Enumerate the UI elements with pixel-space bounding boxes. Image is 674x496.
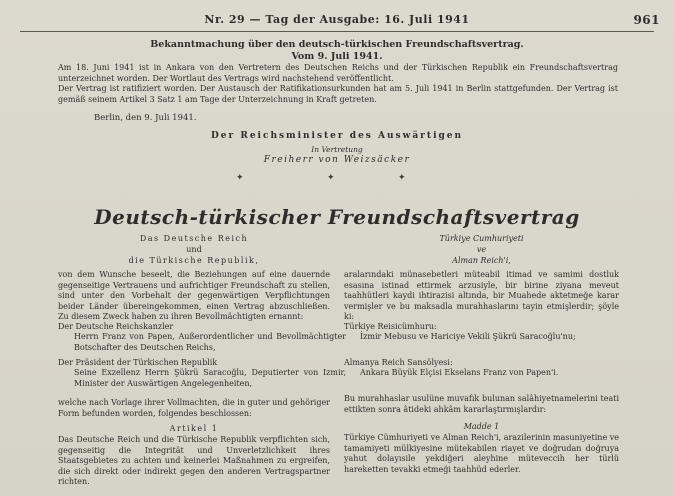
closing-formula: welche nach Vorlage ihrer Vollmachten, die in guter und gehöriger Form befunden worden, folgendes beschlossen:: [58, 398, 331, 418]
plenipotentiary-tr: İzmir Mebusu ve Hariciye Vekili Şükrü Saracoğlu'nu;: [360, 332, 576, 341]
place-date: Berlin, den 9. Juli 1941.: [94, 113, 197, 123]
party-germany: Das Deutsche Reich: [139, 234, 249, 243]
ornament-center: ✦: [327, 173, 335, 183]
party-germany: Alman Reich'i,: [452, 256, 511, 265]
treaty-title: Deutsch-türkischer Freundschaftsvertrag: [94, 205, 580, 229]
on-behalf-note: In Vertretung: [311, 145, 363, 154]
party-turkey: Türkiye Cumhuriyeti: [439, 234, 524, 243]
intro-paragraph-2: Der Vertrag ist ratifiziert worden. Der Austausch der Ratifikationsurkunden hat am 5. Juli 1941 in Berlin stattgefunden. Der Vertrag ist gemäß seinem Artikel 3 Satz 1 am Tage der Unterzeichnung in Kraft getreten.: [58, 84, 618, 104]
plenipotentiary-label-tr: Der Präsident der Türkischen Republik: [58, 358, 218, 367]
gazette-issue-line: Nr. 29 — Tag der Ausgabe: 16. Juli 1941: [204, 13, 470, 26]
page-number: 961: [633, 13, 660, 27]
closing-formula: Bu murahhaslar usulüne muvafık bulunan salâhiyetnamelerini teati ettikten sonra âtideki ahkâm kararlaştırmışlardır:: [344, 394, 619, 414]
plenipotentiary-de: Herrn Franz von Papen, Außerordentlicher und Bevollmächtigter Botschafter des Deutschen Reichs,: [74, 332, 346, 352]
article-1-title: Madde 1: [463, 422, 500, 431]
signatory-name: Freiherr von Weizsäcker: [263, 155, 411, 165]
plenipotentiary-label-de: Almanya Reich Sansölyesi:: [344, 358, 453, 367]
ornament-left: ✦: [236, 173, 244, 183]
page-header: [0, 13, 674, 31]
article-1-text: Das Deutsche Reich und die Türkische Republik verpflichten sich, gegenseitig die Integrität und Unverletzlichkeit ihres Staatsgebietes zu achten und keinerlei Maßnahmen zu ergreifen, die sich direkt oder indirekt gegen den anderen Vertragspartner richten.: [58, 435, 330, 486]
header-rule: [20, 31, 654, 32]
intro-paragraph-1: Am 18. Juni 1941 ist in Ankara von den Vertretern des Deutschen Reichs und der Türkischen Republik ein Freundschaftsvertrag unterzeichnet worden. Der Wortlaut des Vertrags wird nachstehend veröffentlicht.: [58, 63, 618, 83]
party-turkey: die Türkische Republik,: [128, 256, 260, 265]
plenipotentiary-label-de: Der Deutsche Reichskanzler: [58, 322, 174, 331]
signatory-title: Der Reichsminister des Auswärtigen: [210, 131, 464, 141]
announcement-title: Bekanntmachung über den deutsch-türkischen Freundschaftsvertrag.: [150, 39, 524, 50]
plenipotentiary-de: Ankara Büyük Elçisi Ekselans Franz von Papen'i.: [360, 368, 559, 377]
preamble: aralarındaki münasebetleri müteabil itimad ve samimi dostluk esasına istinad ettirmek arzusiyle, bir birine ziyana meveut taahhütleri kaydi ihtirazisi altında, bir Muahede aktetmeğe karar vermişler ve bu maksadla murahhaslarını tayin etmişlerdir; şöyle ki:: [344, 270, 619, 321]
article-1-title: Artikel 1: [169, 424, 219, 433]
preamble: von dem Wunsche beseelt, die Beziehungen auf eine dauernde gegenseitige Vertrauens und aufrichtiger Freundschaft zu stellen, sind unter den Vorbehalt der gegenwärtigen Verpflichtungen beider Länder übereingekommen, einen Vertrag abzuschließen. Zu diesem Zweck haben zu ihren Bevollmächtigten ernannt:: [58, 270, 330, 321]
plenipotentiary-tr: Seine Exzellenz Herrn Şükrü Saracoğlu, Deputierter von Izmir, Minister der Auswärtigen Angelegenheiten,: [74, 368, 346, 388]
conjunction: ve: [476, 245, 487, 254]
article-1-text: Türkiye Cümhuriyeti ve Alman Reich'i, arazilerinin masuniyetine ve tamamiyeti mülkiyesine mütekabilen riayet ve doğrudan doğruya yahut dolayısile yekdiğeri aleyhine müteveccih her türlü hareketten tevakki etmeği taahhüd ederler.: [344, 433, 619, 474]
conjunction: und: [186, 245, 202, 254]
plenipotentiary-label-tr: Türkiye Reisicümhuru:: [344, 322, 437, 331]
announcement-date: Vom 9. Juli 1941.: [291, 51, 383, 62]
ornament-right: ✦: [398, 173, 406, 183]
